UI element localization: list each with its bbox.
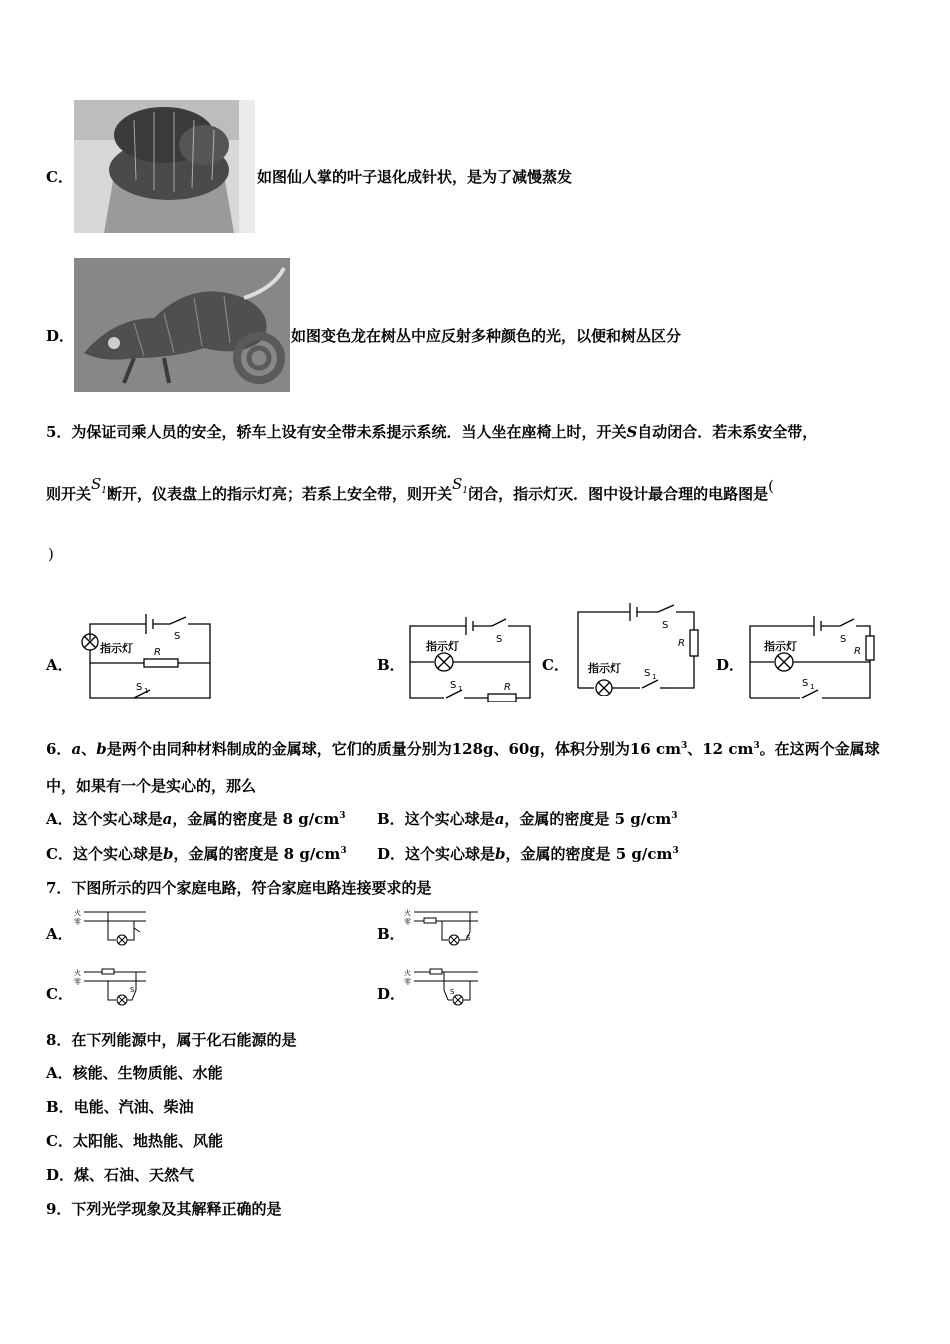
q7c-ling: 零	[74, 978, 81, 986]
q6-opt-b-text2: ，金属的密度是 5 g/cm	[504, 810, 672, 828]
q7-circuit-c	[74, 966, 148, 1010]
q7a-ling: 零	[74, 918, 81, 926]
q4-option-c-text: 如图仙人掌的叶子退化成针状，是为了减慢蒸发	[257, 168, 573, 186]
q8-option-d: D．煤、石油、天然气	[46, 1166, 195, 1184]
q5-option-c-label: C．	[542, 656, 569, 674]
q9-stem: 9．下列光学现象及其解释正确的是	[46, 1200, 282, 1218]
q7d-ling: 零	[404, 978, 411, 986]
q7c-s: S	[130, 986, 135, 994]
q6-sep: 、	[81, 740, 97, 758]
circuit-a-s-label: S	[174, 631, 181, 642]
circuit-b-r-label: R	[504, 682, 511, 693]
q7-circuit-a	[74, 906, 148, 950]
q5-s-symbol: S	[626, 423, 638, 441]
cactus-image	[74, 100, 255, 233]
q6-option-c	[46, 843, 347, 864]
q6-sup-2: 3	[753, 741, 760, 751]
circuit-a-s1-label: S	[136, 682, 143, 693]
circuit-b-s1-label: S	[450, 680, 457, 691]
circuit-d-s-label: S	[840, 634, 847, 645]
circuit-b-s1-sub: 1	[458, 685, 463, 693]
q4-option-c-label: C．	[46, 168, 73, 186]
q6-number: 6．	[46, 740, 72, 758]
q5-circuit-b	[404, 614, 534, 702]
q6-opt-a-text2: ，金属的密度是 8 g/cm	[172, 810, 340, 828]
q5-line2a-text: 则开关	[46, 485, 92, 503]
q5-option-a-label: A．	[46, 656, 73, 674]
q7-option-c-label: C．	[46, 985, 73, 1003]
q6-option-a	[46, 808, 346, 829]
q6-line2: 中，如果有一个是实心的，那么	[46, 777, 257, 795]
q6-opt-c-text2: ，金属的密度是 8 g/cm	[173, 845, 341, 863]
q6-line1d: 。在这两个金属球	[759, 740, 880, 758]
q6-opt-b-text: B．这个实心球是	[377, 810, 495, 828]
q5-s1-letter-2: S	[452, 475, 463, 493]
q5-line1b-text: 自动闭合．若未系安全带，	[637, 423, 818, 441]
q5-s1-symbol-2	[452, 475, 469, 496]
q5-line1	[46, 421, 817, 442]
q6-line1c: 、12 cm	[687, 740, 754, 758]
q6-a: a	[71, 740, 82, 758]
q5-line2c-text: 闭合，指示灯灭．图中设计最合理的电路图是	[468, 485, 769, 503]
circuit-d-r-label: R	[854, 646, 861, 657]
q7-stem: 7．下图所示的四个家庭电路，符合家庭电路连接要求的是	[46, 879, 432, 897]
q6-option-b	[377, 808, 678, 829]
circuit-a-lamp-label: 指示灯	[100, 642, 133, 655]
q7-circuit-d	[404, 966, 480, 1010]
q6-line1	[46, 738, 880, 759]
q7-option-b-label: B．	[377, 925, 405, 943]
q6-opt-d-text: D．这个实心球是	[377, 845, 496, 863]
circuit-d-lamp-label: 指示灯	[764, 640, 797, 653]
q5-close-paren: )	[48, 545, 54, 563]
q5-line1-text: 5．为保证司乘人员的安全，轿车上设有安全带未系提示系统．当人坐在座椅上时，开关	[46, 423, 627, 441]
q8-option-c: C．太阳能、地热能、风能	[46, 1132, 223, 1150]
q4-option-d-label: D．	[46, 327, 75, 345]
circuit-d-s1-label: S	[802, 678, 809, 689]
circuit-b-s-label: S	[496, 634, 503, 645]
q6-line1b: 是两个由同种材料制成的金属球，它们的质量分别为128g、60g，体积分别为16 cm	[106, 740, 681, 758]
q6-b: b	[96, 740, 107, 758]
q5-circuit-c	[574, 600, 704, 696]
q7c-huo: 火	[74, 969, 81, 977]
q6-opt-c-text: C．这个实心球是	[46, 845, 163, 863]
q7-option-d-label: D．	[377, 985, 406, 1003]
q7-option-a-label: A．	[46, 925, 73, 943]
q5-s1-subscript-2: 1	[462, 486, 469, 496]
q5-s1-symbol	[91, 475, 108, 496]
chameleon-photo	[74, 258, 290, 392]
circuit-a-s1-sub: 1	[144, 687, 149, 695]
q6-option-d	[377, 843, 679, 864]
q8-stem: 8．在下列能源中，属于化石能源的是	[46, 1031, 297, 1049]
q5-open-paren: (	[768, 477, 774, 495]
q7b-huo: 火	[404, 909, 411, 917]
q5-circuit-d	[744, 610, 878, 702]
q5-option-d-label: D．	[716, 656, 745, 674]
q5-circuit-a	[74, 606, 214, 702]
q6-sup-1: 3	[680, 741, 688, 751]
q5-s1-letter: S	[91, 475, 102, 493]
q5-line2	[46, 475, 774, 506]
q6-opt-c-sup: 3	[340, 846, 347, 856]
circuit-c-s1-sub: 1	[652, 673, 657, 681]
q6-opt-b-var: a	[494, 810, 505, 828]
q7a-huo: 火	[74, 909, 81, 917]
circuit-a-r-label: R	[154, 647, 161, 658]
circuit-b-lamp-label: 指示灯	[426, 640, 459, 653]
q6-opt-d-sup: 3	[672, 846, 679, 856]
q6-opt-b-sup: 3	[671, 811, 678, 821]
q6-opt-a-sup: 3	[339, 811, 346, 821]
circuit-c-r-label: R	[678, 638, 685, 649]
q7-circuit-b	[404, 906, 480, 950]
q8-option-b: B．电能、汽油、柴油	[46, 1098, 194, 1116]
q6-opt-d-text2: ，金属的密度是 5 g/cm	[505, 845, 673, 863]
q5-option-b-label: B．	[377, 656, 405, 674]
q7b-ling: 零	[404, 918, 411, 926]
circuit-c-s1-label: S	[644, 668, 651, 679]
q6-opt-a-text: A．这个实心球是	[46, 810, 163, 828]
q6-opt-d-var: b	[495, 845, 506, 863]
q7d-huo: 火	[404, 969, 411, 977]
chameleon-image	[74, 258, 290, 392]
q6-opt-a-var: a	[162, 810, 173, 828]
q8-option-a: A．核能、生物质能、水能	[46, 1064, 223, 1082]
q7d-s: S	[450, 988, 455, 996]
q4-option-d-text: 如图变色龙在树丛中应反射多种颜色的光，以便和树丛区分	[291, 327, 682, 345]
q6-opt-c-var: b	[162, 845, 174, 863]
circuit-d-s1-sub: 1	[810, 683, 815, 691]
circuit-c-s-label: S	[662, 620, 669, 631]
q5-line2b-text: 断开，仪表盘上的指示灯亮；若系上安全带，则开关	[107, 485, 453, 503]
q7b-s: S	[466, 934, 471, 942]
q5-s1-subscript: 1	[101, 486, 108, 496]
cactus-photo	[74, 100, 255, 233]
circuit-c-lamp-label: 指示灯	[588, 662, 621, 675]
